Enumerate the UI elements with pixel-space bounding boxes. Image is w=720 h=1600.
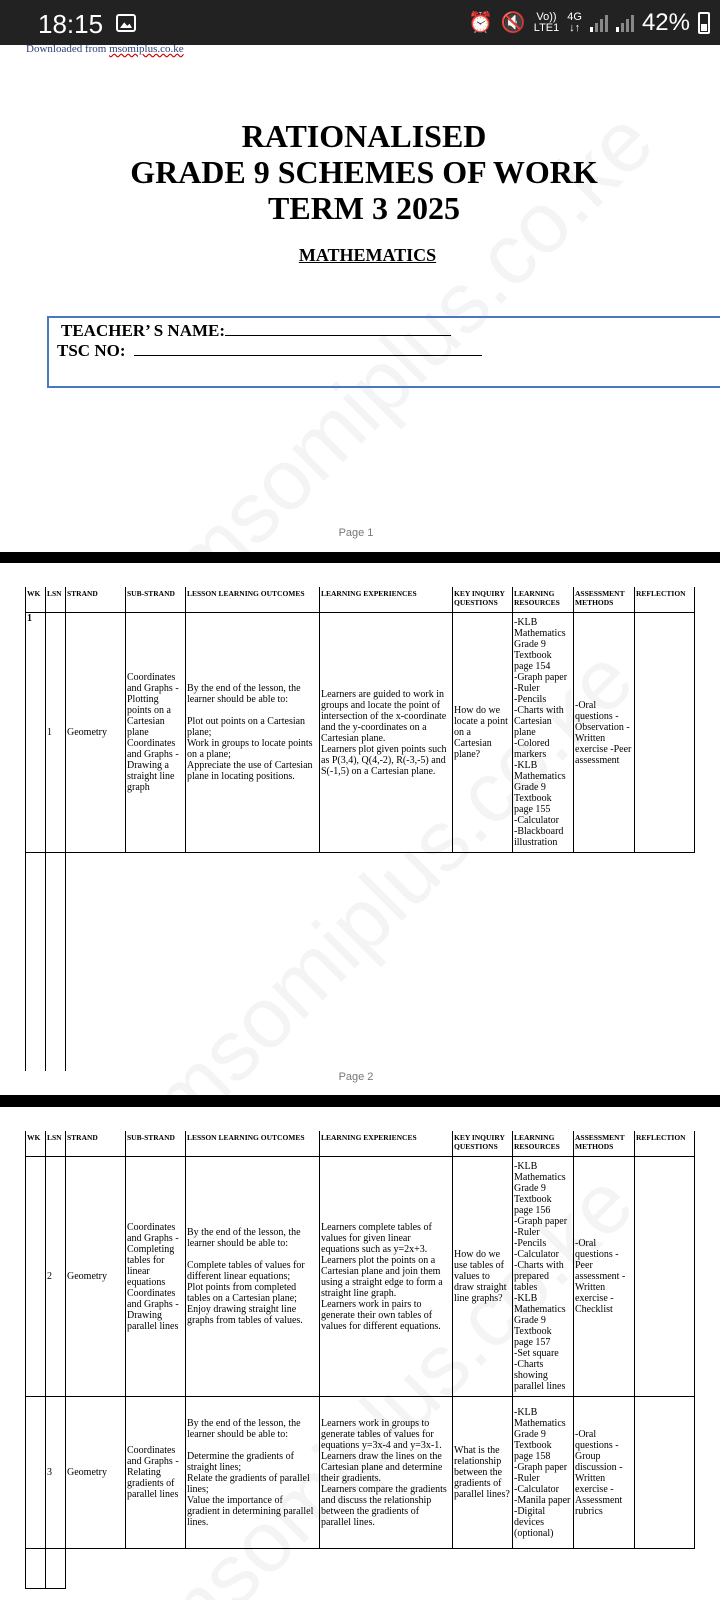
cell-wk — [26, 1157, 46, 1397]
cell-assessment: -Oral questions - Group discussion - Written exercise - Assessment rubrics — [574, 1397, 635, 1549]
header-lsn: LSN — [46, 587, 66, 613]
header-lsn: LSN — [46, 1131, 66, 1157]
status-time: 18:15 — [38, 9, 104, 39]
header-sub-strand: SUB-STRAND — [126, 1131, 186, 1157]
cell-strand: Geometry — [66, 613, 126, 853]
tsc-row — [57, 341, 482, 361]
cell-resources: -KLB Mathematics Grade 9 Textbook page 156 -Graph paper -Ruler -Pencils -Calculator -Charts with prepared tables -KLB Mathematics Grade 9 Textbook page 157 -Set square -Charts showing parallel lines — [513, 1157, 574, 1397]
header-reflection: REFLECTION — [635, 1131, 695, 1157]
cell-inquiry: How do we use tables of values to draw straight line graphs? — [453, 1157, 513, 1397]
signal-icon — [616, 14, 634, 32]
header-wk: WK — [26, 587, 46, 613]
document-title — [0, 118, 720, 226]
subject-title: MATHEMATICS — [298, 245, 437, 265]
cell-experiences: Learners complete tables of values for given linear equations such as y=2x+3. Learners plot the points on a Cartesian plane and join them using a straight edge to form a straight line graph. Learners work in pairs to generate their own tables of values for different equations. — [320, 1157, 453, 1397]
header-outcomes: LESSON LEARNING OUTCOMES — [186, 587, 320, 613]
header-wk: WK — [26, 1131, 46, 1157]
cell-inquiry: What is the relationship between the gradients of parallel lines? — [453, 1397, 513, 1549]
table-row — [26, 613, 695, 853]
title-line-3: TERM 3 2025 — [268, 190, 460, 226]
cell-lsn: 2 — [46, 1157, 66, 1397]
scheme-table — [25, 1131, 695, 1589]
cell-reflection — [635, 1157, 695, 1397]
table-row — [26, 1397, 695, 1549]
cell-outcomes: By the end of the lesson, the learner should be able to: Determine the gradients of straight lines; Relate the gradients of parallel lines; Value the importance of gradient in determining parallel lines. — [186, 1397, 320, 1549]
cell-outcomes: By the end of the lesson, the learner should be able to: Complete tables of values for different linear equations; Plot points from completed tables on a Cartesian plane; Enjoy drawing straight line graphs from tables of values. — [186, 1157, 320, 1397]
cell-sub-strand: Coordinates and Graphs - Completing tables for linear equations Coordinates and Graphs - Drawing parallel lines — [126, 1157, 186, 1397]
header-reflection: REFLECTION — [635, 587, 695, 613]
network-volte-label: Vo)) — [536, 11, 557, 23]
page-number: Page 1 — [338, 527, 374, 539]
cell-lsn: 3 — [46, 1397, 66, 1549]
download-note — [26, 45, 184, 55]
cell-sub-strand: Coordinates and Graphs - Plotting points on a Cartesian plane Coordinates and Graphs - Drawing a straight line graph — [126, 613, 186, 853]
cell-strand: Geometry — [66, 1397, 126, 1549]
teacher-info-box — [47, 316, 720, 388]
alarm-icon: ⏰ — [467, 12, 493, 34]
cell-lsn: 1 — [46, 613, 66, 853]
cell-outcomes: By the end of the lesson, the learner should be able to: Plot out points on a Cartesian plane; Work in groups to locate points on a plane; Appreciate the use of Cartesian plane in locating positions. — [186, 613, 320, 853]
table-row — [26, 1157, 695, 1397]
header-inquiry: KEY INQUIRY QUESTIONS — [453, 1131, 513, 1157]
page-number: Page 2 — [338, 1071, 374, 1083]
cell-wk — [26, 1397, 46, 1549]
header-resources: LEARNING RESOURCES — [513, 1131, 574, 1157]
battery-icon — [698, 12, 710, 34]
title-line-2: GRADE 9 SCHEMES OF WORK — [130, 154, 598, 190]
cell-assessment: -Oral questions -Observation -Written exercise -Peer assessment — [574, 613, 635, 853]
teacher-name-row — [61, 321, 451, 341]
download-prefix: Downloaded from — [26, 45, 110, 55]
scheme-table — [25, 587, 695, 1071]
network-type-label: 4G — [567, 11, 582, 23]
header-resources: LEARNING RESOURCES — [513, 587, 574, 613]
network-type: 4G ↓↑ — [567, 11, 582, 34]
cell-reflection — [635, 1397, 695, 1549]
table-row-continued — [26, 1549, 695, 1589]
document-page-1[interactable] — [0, 45, 720, 552]
header-assessment: ASSESSMENT METHODS — [574, 587, 635, 613]
cell-assessment: -Oral questions - Peer assessment - Written exercise - Checklist — [574, 1157, 635, 1397]
teacher-name-label: TEACHER’ S NAME: — [61, 321, 226, 340]
battery-percent: 42% — [641, 9, 690, 36]
header-sub-strand: SUB-STRAND — [126, 587, 186, 613]
header-inquiry: KEY INQUIRY QUESTIONS — [453, 587, 513, 613]
header-experiences: LEARNING EXPERIENCES — [320, 587, 453, 613]
download-site: msomiplus.co.ke — [109, 45, 184, 55]
teacher-name-line — [225, 321, 451, 336]
cell-strand: Geometry — [66, 1157, 126, 1397]
photo-icon — [116, 14, 136, 32]
cell-reflection — [635, 613, 695, 853]
title-line-1: RATIONALISED — [241, 118, 487, 154]
cell-experiences: Learners are guided to work in groups and locate the point of intersection of the x-coordinate and the y-coordinates on a Cartesian plane. Learners plot given points such as P(3,4), Q(4,-2), R(-3,-5) and S(-1,5) on a Cartesian plane. — [320, 613, 453, 853]
mute-icon: 🔇 — [500, 12, 526, 34]
network-indicator — [534, 12, 559, 34]
table-row-empty — [26, 853, 695, 1071]
cell-inquiry: How do we locate a point on a Cartesian plane? — [453, 613, 513, 853]
header-assessment: ASSESSMENT METHODS — [574, 1131, 635, 1157]
table-header-row — [26, 587, 695, 613]
header-experiences: LEARNING EXPERIENCES — [320, 1131, 453, 1157]
tsc-label: TSC NO: — [57, 341, 126, 360]
status-icons — [468, 8, 710, 38]
signal-icon — [590, 14, 608, 32]
network-lte-label: LTE1 — [533, 22, 560, 34]
cell-resources: -KLB Mathematics Grade 9 Textbook page 154 -Graph paper -Ruler -Pencils -Charts with Cartesian plane -Colored markers -KLB Mathematics Grade 9 Textbook page 155 -Calculator -Blackboard illustration — [513, 613, 574, 853]
tsc-line — [134, 341, 482, 356]
header-strand: STRAND — [66, 1131, 126, 1157]
cell-experiences: Learners work in groups to generate tables of values for equations y=3x-4 and y=3x-1. Learners draw the lines on the Cartesian plane and determine their gradients. Learners compare the gradients and discuss the relationship between the gradients of parallel lines. — [320, 1397, 453, 1549]
cell-sub-strand: Coordinates and Graphs - Relating gradients of parallel lines — [126, 1397, 186, 1549]
header-outcomes: LESSON LEARNING OUTCOMES — [186, 1131, 320, 1157]
document-page-3[interactable] — [0, 1107, 720, 1600]
table-header-row — [26, 1131, 695, 1157]
cell-wk: 1 — [26, 613, 46, 853]
document-page-2[interactable] — [0, 563, 720, 1095]
status-bar — [0, 0, 720, 45]
header-strand: STRAND — [66, 587, 126, 613]
cell-resources: -KLB Mathematics Grade 9 Textbook page 158 -Graph paper -Ruler -Calculator -Manila paper -Digital devices (optional) — [513, 1397, 574, 1549]
